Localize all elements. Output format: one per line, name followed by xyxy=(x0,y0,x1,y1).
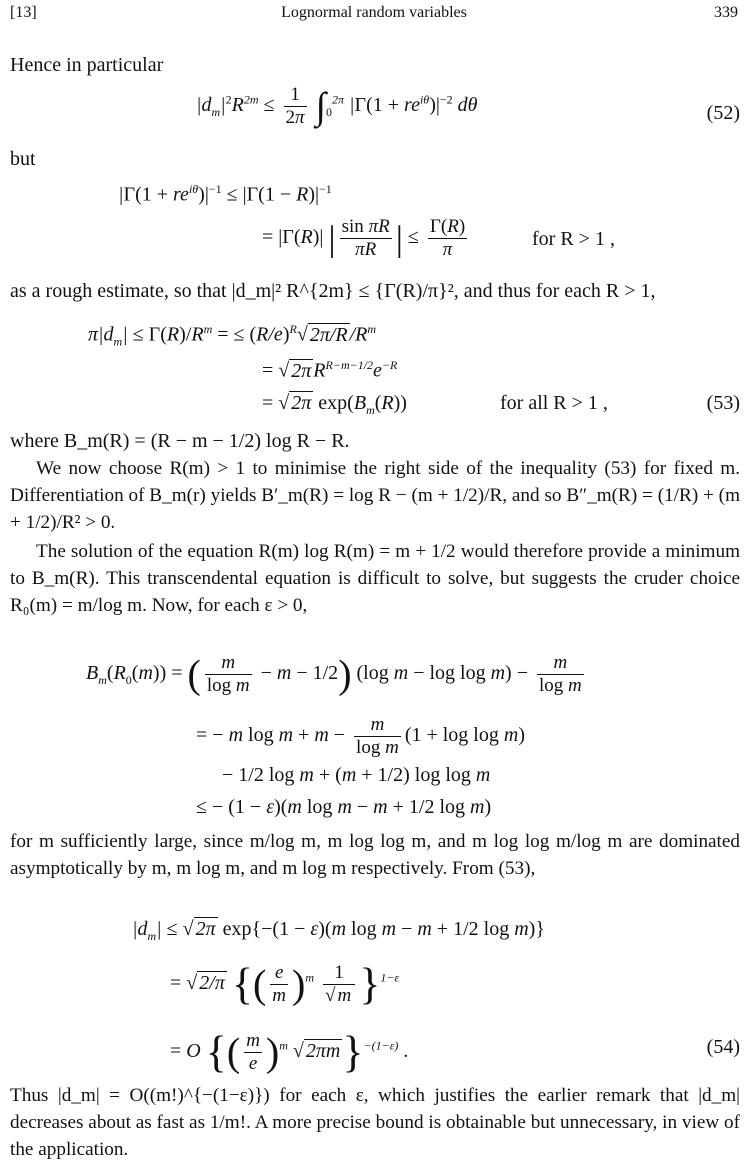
equation-53-line-3: = √ 2π $\exp(B_m(R))$ xyxy=(262,392,407,417)
rough-estimate-text: as a rough estimate, so that |d_m|² R^{2m} ≤ {Γ(R)/π}², and thus for each R > 1, xyxy=(10,280,656,302)
section-number: [13] xyxy=(10,4,37,21)
equation-number-54: (54) xyxy=(706,1036,740,1058)
derivation-line-1: $B_m(R_0(m))$ = ( $\frac{m}{\text{log m}}$ − m − 1/2) (log m − log log m) − $\frac{m}{\text{log m}}$ xyxy=(86,651,582,697)
derivation-line-4: ≤ − (1 − ε)(m log m − m + 1/2 log m) xyxy=(196,796,492,818)
page-number: 339 xyxy=(714,4,738,21)
running-header xyxy=(10,4,738,26)
paragraph-choose: We now choose R(m) > 1 to minimise the right side of the inequality (53) for fixed m. Differentiation of B_m(r) yields B′_m(R) = log R − (m + 1/2)/R, and so B″_m(R) = (1/R) + (m + 1/2)/R² > 0. xyxy=(10,458,740,533)
gamma-inequality-2: = |Γ(R)| | $\frac{\text{sin πR}}{\pi R}$ | ≤ $\frac{\Gamma(R)}{\pi}$ xyxy=(262,216,466,260)
equation-52: $|d_m|^2R^{2m}$ ≤ $\frac{1}{2\pi}$ $\int_0^{2\pi}$ $|\Gamma(1 + re^{i\theta})|^{-2}$ dθ xyxy=(196,84,478,128)
equation-53-line-1: $\pi|d_m| \le \Gamma(R)/R^m$ = ≤ $(R/e)^R√$ 2π/R $/R^m$ xyxy=(88,322,377,349)
running-title: Lognormal random variables xyxy=(281,4,467,21)
equation-54-line-3: = O {( $\frac{m}{e}$ )$^m$ √ 2πm}$^{-(1-\varepsilon)}$ . xyxy=(170,1027,409,1077)
gamma-inequality-1: $|\Gamma(1 + re^{i\theta})|^{-1} \le |\Gamma(1 - R)|^{-1}$ xyxy=(118,182,332,206)
but-text: but xyxy=(10,148,36,170)
derivation-line-2: = − m log m + m − $\frac{m}{\text{log m}}$ (1 + log log m) xyxy=(196,714,525,758)
hence-text: Hence in particular xyxy=(10,54,164,76)
where-text: where B_m(R) = (R − m − 1/2) log R − R. xyxy=(10,430,350,452)
condition-R-gt-1: for R > 1 , xyxy=(532,228,615,250)
equation-number-52: (52) xyxy=(706,102,740,124)
equation-54-line-1: $|d_m|$ ≤ √ 2π exp{−(1 − ε)(m log m − m + 1/2 log m)} xyxy=(132,918,545,943)
equation-53-line-2: = √ 2π $R^{R-m-1/2}e^{-R}$ xyxy=(262,358,398,382)
paragraph-for-m: for m sufficiently large, since m/log m, m log log m, and m log log m/log m are dominated asymptotically by m, m log m, and m log m respectively. From (53), xyxy=(10,831,740,879)
equation-number-53: (53) xyxy=(706,392,740,414)
derivation-line-3: − 1/2 log m + (m + 1/2) log log m xyxy=(222,764,491,786)
equation-54-line-2: = √ 2/π {( $\frac{e}{m}$ )$^m$ $\frac{1}{√ m}$ }$^{1-\varepsilon}$ xyxy=(170,959,400,1009)
condition-all-R-gt-1: for all R > 1 , xyxy=(500,392,608,414)
paragraph-thus: Thus |d_m| = O((m!)^{−(1−ε)}) for each ε, which justifies the earlier remark that |d_m| decreases about as fast as 1/m!. A more precise bound is obtainable but unnecessary, in view of the application. xyxy=(10,1085,740,1160)
paragraph-solution: The solution of the equation R(m) log R(m) = m + 1/2 would therefore provide a minimum to B_m(R). This transcendental equation is difficult to solve, but suggests the cruder choice R₀(m) = m/log m. Now, for each ε > 0, xyxy=(10,541,740,616)
